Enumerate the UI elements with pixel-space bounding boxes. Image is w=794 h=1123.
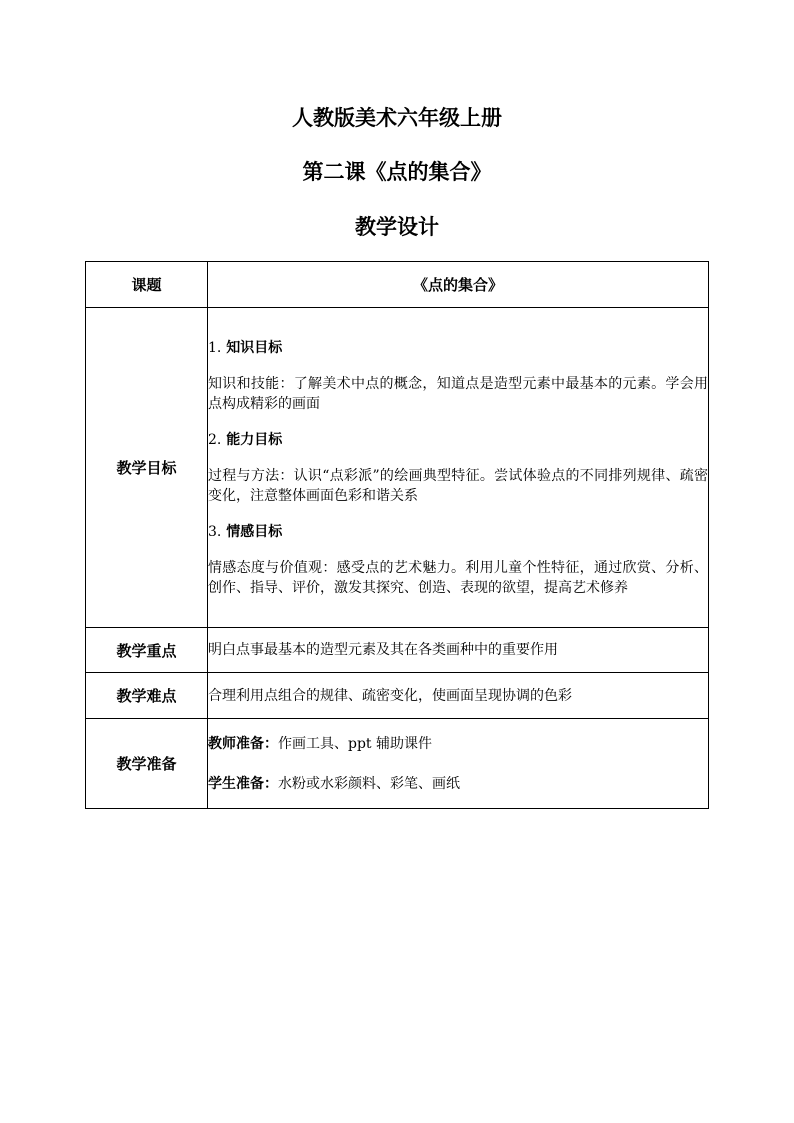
objective-title: 能力目标 [226,431,283,448]
objective-heading [208,522,708,542]
teacher-preparation-label: 教师准备： [208,735,278,752]
student-preparation [208,774,708,794]
teacher-preparation-value: 作画工具、ppt 辅助课件 [278,735,432,752]
document-title: 人教版美术六年级上册 [292,105,502,130]
objective-number: 1. [208,339,222,356]
design-title: 教学设计 [355,214,439,239]
objective-text: 知识和技能：了解美术中点的概念，知道点是造型元素中最基本的元素。学会用点构成精彩的画面 [208,375,708,412]
objectives-content [208,308,709,628]
key-point-value: 明白点事最基本的造型元素及其在各类画种中的重要作用 [208,628,709,673]
table-row-topic [86,262,709,308]
student-preparation-value: 水粉或水彩颜料、彩笔、画纸 [278,775,460,792]
key-point-label: 教学重点 [86,628,208,673]
objective-title: 情感目标 [226,523,283,540]
objective-heading [208,430,708,450]
objective-title: 知识目标 [226,339,283,356]
objective-text: 过程与方法：认识“点彩派”的绘画典型特征。尝试体验点的不同排列规律、疏密变化，注意整体画面色彩和谐关系 [208,467,708,504]
objective-number: 2. [208,431,222,448]
objective-text: 情感态度与价值观：感受点的艺术魅力。利用儿童个性特征，通过欣赏、分析、创作、指导、评价，激发其探究、创造、表现的欲望，提高艺术修养 [208,559,708,596]
objective-number: 3. [208,523,222,540]
table-row-preparation [86,719,709,809]
objective-heading [208,338,708,358]
table-row-key-point [86,628,709,673]
lesson-design-table [85,261,709,809]
preparation-label: 教学准备 [86,719,208,809]
difficulty-value: 合理利用点组合的规律、疏密变化，使画面呈现协调的色彩 [208,673,709,719]
teacher-preparation [208,734,708,754]
topic-value: 《点的集合》 [208,262,709,308]
student-preparation-label: 学生准备： [208,775,278,792]
topic-label: 课题 [86,262,208,308]
preparation-content [208,719,709,809]
difficulty-label: 教学难点 [86,673,208,719]
lesson-title: 第二课《点的集合》 [302,159,492,184]
table-row-objectives [86,308,709,628]
objectives-label: 教学目标 [86,308,208,628]
table-row-difficulty [86,673,709,719]
